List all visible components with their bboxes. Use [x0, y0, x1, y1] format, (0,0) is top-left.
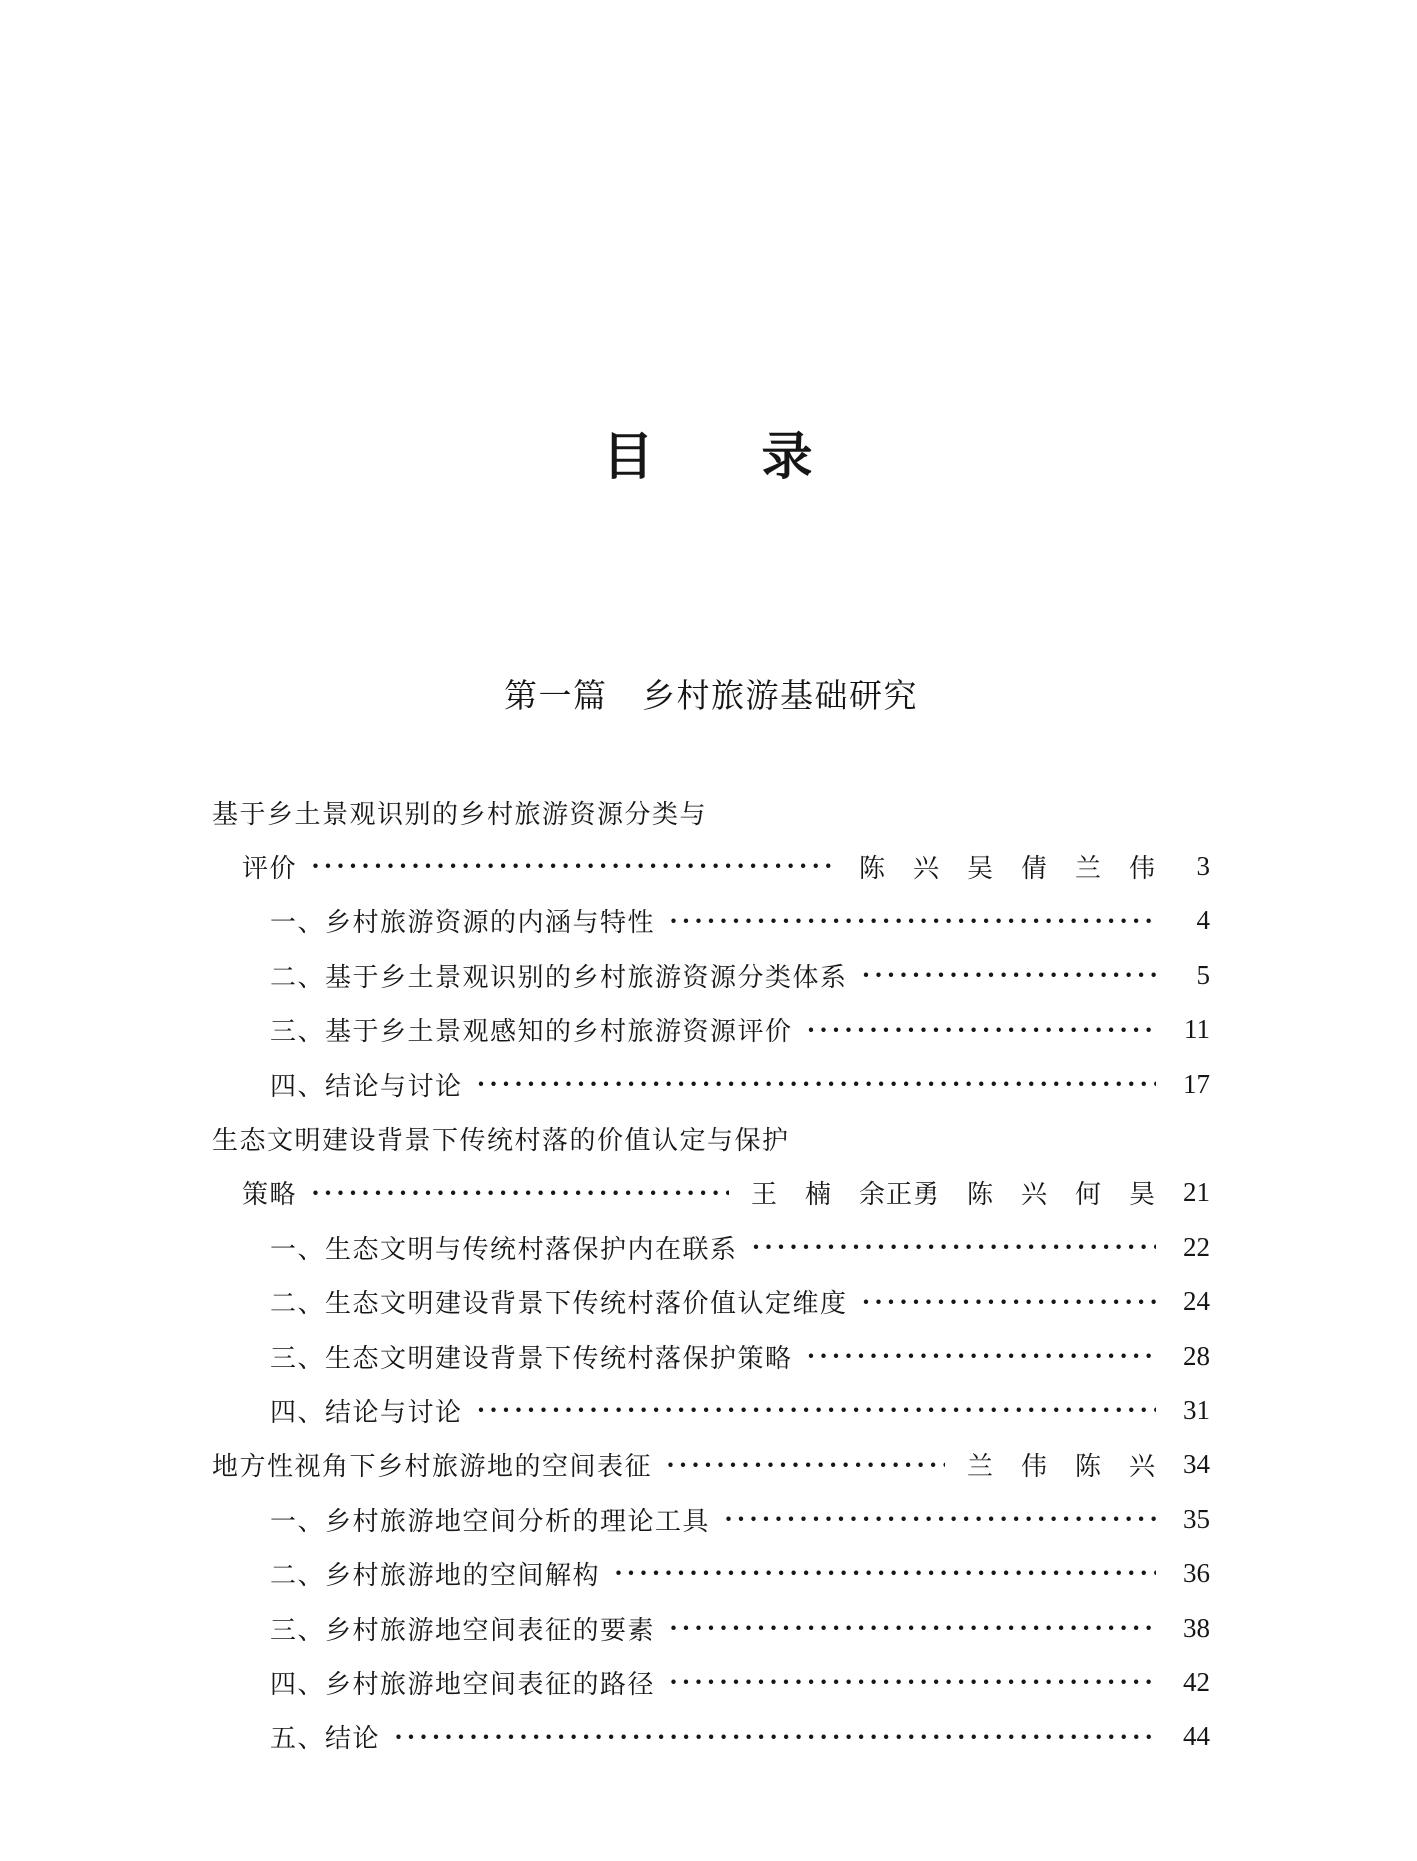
- dot-leader: [669, 1601, 1156, 1655]
- toc-article-title: [212, 1438, 1210, 1492]
- dot-leader: [669, 894, 1156, 948]
- toc-entry: [212, 1383, 1210, 1437]
- toc-entry-text: 四、乡村旅游地空间表征的路径: [270, 1669, 656, 1699]
- dot-leader: [311, 1166, 729, 1220]
- toc-entry-text: 二、生态文明建设背景下传统村落价值认定维度: [270, 1289, 848, 1319]
- dot-leader: [807, 1329, 1156, 1383]
- toc-entry-text: 策略: [242, 1180, 298, 1210]
- toc-entry: [212, 894, 1210, 948]
- toc-entry-text: 三、基于乡土景观感知的乡村旅游资源评价: [270, 1017, 793, 1047]
- toc-entry-page-number: 5: [1196, 959, 1210, 990]
- toc-entry-text: 生态文明建设背景下传统村落的价值认定与保护: [212, 1126, 790, 1156]
- toc-entry-page-number: 28: [1183, 1340, 1210, 1371]
- dot-leader: [669, 1655, 1156, 1709]
- toc-entry: [212, 839, 1210, 893]
- toc-entry-text: 三、乡村旅游地空间表征的要素: [270, 1615, 656, 1645]
- toc-entry-text: 二、基于乡土景观识别的乡村旅游资源分类体系: [270, 962, 848, 992]
- toc-entry-text: 三、生态文明建设背景下传统村落保护策略: [270, 1343, 793, 1373]
- toc-entry-page-number: 44: [1183, 1721, 1210, 1752]
- part-heading: 第一篇 乡村旅游基础研究: [504, 679, 918, 715]
- toc-entry-text: 一、生态文明与传统村落保护内在联系: [270, 1234, 738, 1264]
- toc-entry-authors: 陈 兴 吴 倩 兰 伟: [858, 854, 1156, 884]
- toc-entry-text: 一、乡村旅游资源的内涵与特性: [270, 908, 656, 938]
- toc-entry-page-number: 22: [1183, 1231, 1210, 1262]
- toc-entry-text: 一、乡村旅游地空间分析的理论工具: [270, 1506, 711, 1536]
- toc-entry-page-number: 35: [1183, 1503, 1210, 1534]
- page-title: 目 录: [602, 430, 815, 486]
- dot-leader: [394, 1710, 1156, 1764]
- toc-entry: [212, 948, 1210, 1002]
- toc-entry: [212, 1003, 1210, 1057]
- toc-entry-page-number: 31: [1183, 1394, 1210, 1425]
- toc-entry: [212, 1655, 1210, 1709]
- toc-article-title: [212, 1111, 1210, 1165]
- dot-leader: [862, 1275, 1156, 1329]
- toc-entry: [212, 1275, 1210, 1329]
- toc-entry-page-number: 36: [1183, 1558, 1210, 1589]
- toc-entry-page-number: 4: [1196, 905, 1210, 936]
- dot-leader: [477, 1057, 1156, 1111]
- toc-entry-page-number: 42: [1183, 1666, 1210, 1697]
- toc-entry-text: 四、结论与讨论: [270, 1397, 463, 1427]
- toc-entry-page-number: 24: [1183, 1286, 1210, 1317]
- toc-entry-text: 基于乡土景观识别的乡村旅游资源分类与: [212, 799, 708, 829]
- toc-entry: [212, 1057, 1210, 1111]
- toc-entry: [212, 1220, 1210, 1274]
- toc-entry: [212, 1166, 1210, 1220]
- toc-entry: [212, 1492, 1210, 1546]
- toc-entry: [212, 1710, 1210, 1764]
- toc-entry: [212, 1601, 1210, 1655]
- toc-entry: [212, 1329, 1210, 1383]
- toc-entry-text: 地方性视角下乡村旅游地的空间表征: [212, 1452, 653, 1482]
- toc-entry-page-number: 38: [1183, 1612, 1210, 1643]
- dot-leader: [311, 839, 837, 893]
- toc-entry-text: 评价: [242, 854, 298, 884]
- toc-list: [212, 785, 1210, 1764]
- toc-entry-page-number: 11: [1184, 1014, 1210, 1045]
- toc-entry-authors: 王 楠 余正勇 陈 兴 何 昊: [750, 1180, 1156, 1210]
- toc-entry-page-number: 3: [1196, 851, 1210, 882]
- toc-entry-page-number: 21: [1183, 1177, 1210, 1208]
- toc-article-title: [212, 785, 1210, 839]
- toc-entry-authors: 兰 伟 陈 兴: [966, 1452, 1156, 1482]
- dot-leader: [807, 1003, 1156, 1057]
- toc-entry-page-number: 17: [1183, 1068, 1210, 1099]
- toc-entry-text: 四、结论与讨论: [270, 1071, 463, 1101]
- toc-entry-text: 二、乡村旅游地的空间解构: [270, 1561, 601, 1591]
- dot-leader: [752, 1220, 1156, 1274]
- dot-leader: [862, 948, 1156, 1002]
- dot-leader: [477, 1383, 1156, 1437]
- toc-entry: [212, 1546, 1210, 1600]
- toc-entry-text: 五、结论: [270, 1724, 381, 1754]
- dot-leader: [724, 1492, 1156, 1546]
- toc-entry-page-number: 34: [1183, 1449, 1210, 1480]
- dot-leader: [614, 1546, 1156, 1600]
- dot-leader: [666, 1438, 945, 1492]
